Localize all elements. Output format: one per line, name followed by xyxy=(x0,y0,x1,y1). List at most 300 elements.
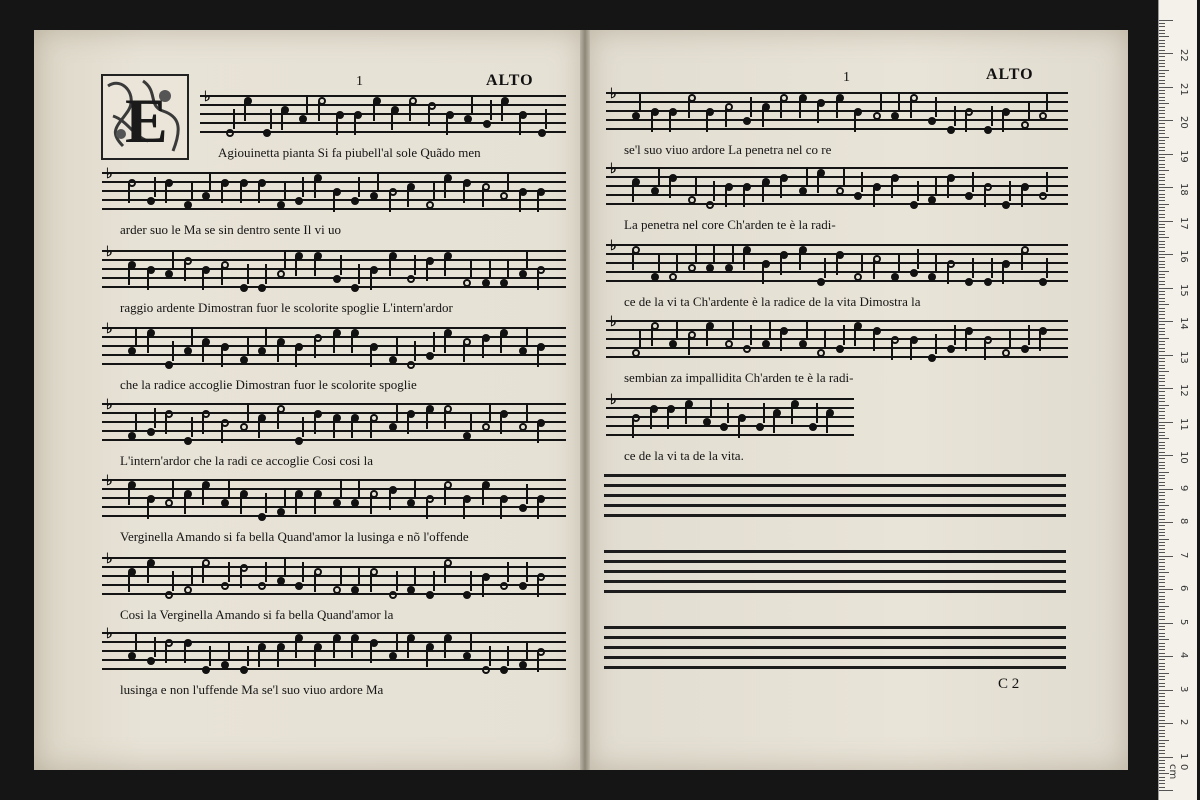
clef-icon: ♭ xyxy=(610,87,617,102)
note-stem xyxy=(407,187,409,207)
note-icon xyxy=(165,591,173,599)
note-stem xyxy=(444,256,446,276)
note-stem xyxy=(433,332,435,352)
ruler-label: 12 xyxy=(1178,384,1189,397)
ruler-tick xyxy=(1159,566,1165,567)
note-icon xyxy=(277,201,285,209)
ruler-tick xyxy=(1159,123,1165,124)
ruler-tick xyxy=(1159,549,1165,550)
note-icon xyxy=(720,423,728,431)
note-stem xyxy=(519,115,521,135)
note-stem xyxy=(500,499,502,519)
note-stem xyxy=(537,652,539,672)
clef-icon: ♭ xyxy=(610,393,617,408)
note-icon xyxy=(669,340,677,348)
note-stem xyxy=(314,178,316,198)
note-stem xyxy=(281,110,283,130)
ruler-tick xyxy=(1159,200,1165,201)
note-stem xyxy=(545,109,547,129)
ruler-tick xyxy=(1159,281,1165,282)
music-staff xyxy=(200,90,566,135)
ruler-tick xyxy=(1159,234,1165,235)
note-icon xyxy=(258,284,266,292)
note-stem xyxy=(725,187,727,207)
note-icon xyxy=(854,192,862,200)
ruler-tick xyxy=(1159,700,1165,701)
ruler-tick xyxy=(1159,90,1165,91)
note-icon xyxy=(762,340,770,348)
note-stem xyxy=(444,409,446,429)
note-stem xyxy=(667,409,669,429)
note-icon xyxy=(426,591,434,599)
note-stem xyxy=(314,494,316,514)
clef-icon: ♭ xyxy=(204,90,211,105)
note-stem xyxy=(247,336,249,356)
ruler-tick xyxy=(1159,291,1165,292)
ruler-tick xyxy=(1159,351,1165,352)
ornament-icon xyxy=(103,76,187,158)
note-stem xyxy=(333,333,335,353)
ruler-tick xyxy=(1159,30,1165,31)
note-icon xyxy=(688,264,696,272)
note-icon xyxy=(651,187,659,195)
note-icon xyxy=(333,275,341,283)
ruler-tick xyxy=(1159,110,1165,111)
ruler-tick xyxy=(1159,401,1165,402)
ruler-tick xyxy=(1159,673,1169,674)
note-stem xyxy=(676,320,678,340)
ruler-tick xyxy=(1159,261,1165,262)
note-icon xyxy=(519,347,527,355)
ruler-tick xyxy=(1159,231,1165,232)
note-stem xyxy=(1021,250,1023,270)
note-stem xyxy=(184,494,186,514)
note-stem xyxy=(688,98,690,118)
note-stem xyxy=(358,479,360,499)
ruler-tick xyxy=(1159,639,1169,640)
note-icon xyxy=(389,356,397,364)
note-stem xyxy=(247,403,249,423)
ruler-tick xyxy=(1159,539,1169,540)
ruler-tick xyxy=(1159,66,1165,67)
note-icon xyxy=(389,652,397,660)
note-stem xyxy=(314,572,316,592)
note-stem xyxy=(191,566,193,586)
ruler-tick xyxy=(1159,606,1169,607)
note-stem xyxy=(191,417,193,437)
right-voice-header: ALTO xyxy=(986,66,1034,83)
note-stem xyxy=(658,167,660,187)
note-stem xyxy=(247,646,249,666)
note-stem xyxy=(277,409,279,429)
ruler-tick xyxy=(1159,505,1169,506)
clef-icon: ♭ xyxy=(106,627,113,642)
note-icon xyxy=(463,279,471,287)
right-page-number: 1 xyxy=(843,70,850,85)
ruler-tick xyxy=(1159,482,1165,483)
ruler-tick xyxy=(1159,710,1165,711)
ruler-tick xyxy=(1159,160,1165,161)
note-stem xyxy=(358,566,360,586)
ruler-tick xyxy=(1159,43,1165,44)
note-stem xyxy=(732,244,734,264)
ruler-tick xyxy=(1159,344,1165,345)
ruler-label: 8 xyxy=(1178,518,1189,525)
note-stem xyxy=(128,485,130,505)
ruler-tick xyxy=(1159,355,1173,356)
ruler-tick xyxy=(1159,690,1173,691)
ruler-tick xyxy=(1159,113,1165,114)
ruler-tick xyxy=(1159,411,1165,412)
ruler-tick xyxy=(1159,120,1173,121)
note-stem xyxy=(221,347,223,367)
note-stem xyxy=(695,244,697,264)
note-icon xyxy=(165,361,173,369)
note-stem xyxy=(1028,101,1030,121)
note-stem xyxy=(1046,92,1048,112)
ruler-tick xyxy=(1159,405,1169,406)
note-stem xyxy=(351,333,353,353)
ruler-tick xyxy=(1159,559,1165,560)
note-stem xyxy=(370,494,372,514)
note-stem xyxy=(370,643,372,663)
note-stem xyxy=(154,408,156,428)
note-stem xyxy=(854,326,856,346)
note-stem xyxy=(891,178,893,198)
note-stem xyxy=(500,333,502,353)
note-stem xyxy=(854,112,856,132)
ruler-tick xyxy=(1159,214,1165,215)
note-stem xyxy=(935,176,937,196)
note-icon xyxy=(295,437,303,445)
note-stem xyxy=(799,98,801,118)
note-stem xyxy=(873,331,875,351)
note-icon xyxy=(1039,278,1047,286)
music-staff xyxy=(606,162,1068,207)
note-icon xyxy=(519,423,527,431)
note-stem xyxy=(391,110,393,130)
ruler-tick xyxy=(1159,87,1173,88)
note-stem xyxy=(891,340,893,360)
ruler-tick xyxy=(1159,529,1165,530)
note-stem xyxy=(935,334,937,354)
note-stem xyxy=(444,485,446,505)
ruler-tick xyxy=(1159,576,1165,577)
note-stem xyxy=(389,490,391,510)
note-stem xyxy=(824,329,826,349)
note-stem xyxy=(426,409,428,429)
note-stem xyxy=(463,183,465,203)
ruler-tick xyxy=(1159,167,1165,168)
note-stem xyxy=(1039,331,1041,351)
note-stem xyxy=(396,403,398,423)
note-icon xyxy=(184,201,192,209)
note-stem xyxy=(500,414,502,434)
ruler-tick xyxy=(1159,361,1165,362)
note-stem xyxy=(135,327,137,347)
ruler-tick xyxy=(1159,468,1165,469)
note-stem xyxy=(154,637,156,657)
ruler-tick xyxy=(1159,589,1173,590)
note-stem xyxy=(426,499,428,519)
note-stem xyxy=(258,647,260,667)
ruler-tick xyxy=(1159,241,1165,242)
ruler-tick xyxy=(1159,301,1165,302)
note-stem xyxy=(1046,258,1048,278)
note-icon xyxy=(984,126,992,134)
note-stem xyxy=(202,342,204,362)
ruler-tick xyxy=(1159,210,1165,211)
music-staff xyxy=(102,627,566,672)
note-stem xyxy=(228,641,230,661)
ruler-tick xyxy=(1159,679,1165,680)
ruler-label: 4 xyxy=(1178,652,1189,659)
ruler-tick xyxy=(1159,53,1173,54)
clef-icon: ♭ xyxy=(106,245,113,260)
music-staff xyxy=(102,322,566,367)
note-stem xyxy=(898,92,900,112)
note-stem xyxy=(426,261,428,281)
ruler-tick xyxy=(1159,23,1165,24)
note-icon xyxy=(984,278,992,286)
note-stem xyxy=(389,256,391,276)
ruler-tick xyxy=(1159,750,1165,751)
note-icon xyxy=(351,284,359,292)
note-stem xyxy=(537,270,539,290)
ruler-tick xyxy=(1159,103,1169,104)
ruler-label: 15 xyxy=(1178,283,1189,297)
ruler-tick xyxy=(1159,368,1165,369)
note-icon xyxy=(184,347,192,355)
note-icon xyxy=(463,652,471,660)
ruler-tick xyxy=(1159,83,1165,84)
note-stem xyxy=(433,571,435,591)
ruler-tick xyxy=(1159,552,1165,553)
note-stem xyxy=(470,632,472,652)
ruler-tick xyxy=(1159,147,1165,148)
note-stem xyxy=(706,326,708,346)
ruler-label: 13 xyxy=(1178,350,1189,364)
note-stem xyxy=(444,178,446,198)
clef-icon: ♭ xyxy=(106,322,113,337)
ruler-tick xyxy=(1159,656,1173,657)
note-stem xyxy=(769,320,771,340)
ruler-tick xyxy=(1159,619,1165,620)
note-stem xyxy=(377,172,379,192)
ruler-tick xyxy=(1159,746,1165,747)
note-stem xyxy=(265,264,267,284)
note-stem xyxy=(314,338,316,358)
lyric-line: Verginella Amando si fa bella Quand'amor la lusinga e nõ l'offende xyxy=(120,529,469,544)
ruler-tick xyxy=(1159,224,1165,225)
ruler-tick xyxy=(1159,318,1165,319)
ruler-tick xyxy=(1159,596,1165,597)
ruler-tick xyxy=(1159,492,1165,493)
note-stem xyxy=(651,112,653,132)
ruler-tick xyxy=(1159,418,1165,419)
note-icon xyxy=(128,652,136,660)
note-icon xyxy=(725,340,733,348)
ruler-tick xyxy=(1159,20,1173,21)
ruler-tick xyxy=(1159,683,1165,684)
note-stem xyxy=(482,187,484,207)
note-stem xyxy=(433,181,435,201)
note-icon xyxy=(799,340,807,348)
initial-letter: E xyxy=(125,85,168,156)
note-stem xyxy=(669,178,671,198)
lyric-line: se'l suo viuo ardore La penetra nel co re xyxy=(624,142,832,157)
note-stem xyxy=(295,638,297,658)
ruler-tick xyxy=(1159,56,1165,57)
note-stem xyxy=(314,647,316,667)
note-stem xyxy=(284,557,286,577)
note-stem xyxy=(650,409,652,429)
note-icon xyxy=(147,657,155,665)
ruler-tick xyxy=(1159,763,1165,764)
note-stem xyxy=(910,340,912,360)
lyric-line: Agiouinetta pianta Si fa piubell'al sole Quãdo men xyxy=(218,145,481,160)
ruler-tick xyxy=(1159,676,1165,677)
ruler-tick xyxy=(1159,244,1165,245)
note-stem xyxy=(762,264,764,284)
note-stem xyxy=(947,264,949,284)
blank-staff xyxy=(604,626,1066,670)
ruler-label: 20 xyxy=(1178,116,1189,129)
note-stem xyxy=(965,112,967,132)
note-icon xyxy=(500,666,508,674)
note-stem xyxy=(826,413,828,433)
note-stem xyxy=(1046,172,1048,192)
note-stem xyxy=(463,499,465,519)
note-icon xyxy=(947,126,955,134)
lyric-line: raggio ardente Dimostran fuor le scolorite spoglie L'intern'ardor xyxy=(120,300,453,315)
note-stem xyxy=(340,255,342,275)
ruler-label: 18 xyxy=(1178,183,1189,196)
note-stem xyxy=(632,182,634,202)
note-stem xyxy=(651,326,653,346)
ruler-tick xyxy=(1159,626,1165,627)
ruler-tick xyxy=(1159,643,1165,644)
note-stem xyxy=(247,264,249,284)
ruler-tick xyxy=(1159,422,1173,423)
note-stem xyxy=(128,183,130,203)
note-stem xyxy=(1002,264,1004,284)
note-stem xyxy=(351,638,353,658)
ruler-tick xyxy=(1159,371,1169,372)
ruler-tick xyxy=(1159,720,1165,721)
note-icon xyxy=(221,661,229,669)
ruler-tick xyxy=(1159,341,1165,342)
note-stem xyxy=(240,568,242,588)
note-stem xyxy=(302,417,304,437)
note-icon xyxy=(519,582,527,590)
ruler-tick xyxy=(1159,499,1165,500)
note-icon xyxy=(743,345,751,353)
note-stem xyxy=(910,98,912,118)
note-stem xyxy=(965,331,967,351)
note-stem xyxy=(526,562,528,582)
ruler-tick xyxy=(1159,485,1165,486)
note-stem xyxy=(507,646,509,666)
note-stem xyxy=(482,485,484,505)
note-stem xyxy=(444,333,446,353)
note-icon xyxy=(184,586,192,594)
note-icon xyxy=(965,278,973,286)
ruler-tick xyxy=(1159,33,1165,34)
ruler-tick xyxy=(1159,117,1165,118)
note-icon xyxy=(240,666,248,674)
note-stem xyxy=(861,253,863,273)
ruler-tick xyxy=(1159,46,1165,47)
ruler-label: 17 xyxy=(1178,216,1189,230)
note-stem xyxy=(172,571,174,591)
note-stem xyxy=(128,572,130,592)
ruler-label: 21 xyxy=(1178,82,1189,96)
note-stem xyxy=(172,341,174,361)
note-stem xyxy=(1009,329,1011,349)
note-stem xyxy=(428,106,430,126)
ruler-tick xyxy=(1159,777,1165,778)
ruler-tick xyxy=(1159,331,1165,332)
note-stem xyxy=(370,418,372,438)
note-stem xyxy=(333,192,335,212)
ruler-tick xyxy=(1159,288,1173,289)
ruler-tick xyxy=(1159,509,1165,510)
ruler-tick xyxy=(1159,666,1165,667)
note-stem xyxy=(873,259,875,279)
note-icon xyxy=(809,423,817,431)
note-stem xyxy=(295,494,297,514)
ruler-tick xyxy=(1159,790,1173,791)
note-stem xyxy=(340,479,342,499)
note-icon xyxy=(263,129,271,137)
ruler-tick xyxy=(1159,783,1165,784)
note-stem xyxy=(470,412,472,432)
note-stem xyxy=(135,412,137,432)
ruler-tick xyxy=(1159,284,1165,285)
note-stem xyxy=(713,181,715,201)
note-icon xyxy=(277,508,285,516)
ruler-tick xyxy=(1159,187,1173,188)
note-icon xyxy=(333,586,341,594)
ruler-tick xyxy=(1159,314,1165,315)
note-stem xyxy=(184,261,186,281)
ruler-tick xyxy=(1159,73,1165,74)
music-staff xyxy=(102,552,566,597)
decorated-initial xyxy=(101,74,189,160)
ruler-label: 19 xyxy=(1178,149,1189,163)
measurement-ruler xyxy=(1158,0,1197,800)
ruler-tick xyxy=(1159,237,1169,238)
note-stem xyxy=(228,479,230,499)
note-stem xyxy=(135,632,137,652)
clef-icon: ♭ xyxy=(610,315,617,330)
note-stem xyxy=(738,418,740,438)
ruler-tick xyxy=(1159,164,1165,165)
ruler-label: 11 xyxy=(1178,417,1189,431)
note-icon xyxy=(965,192,973,200)
note-stem xyxy=(947,178,949,198)
ruler-tick xyxy=(1159,787,1165,788)
note-stem xyxy=(370,572,372,592)
ruler-tick xyxy=(1159,100,1165,101)
ruler-tick xyxy=(1159,70,1169,71)
note-icon xyxy=(519,504,527,512)
note-icon xyxy=(632,349,640,357)
ruler-tick xyxy=(1159,629,1165,630)
note-icon xyxy=(370,192,378,200)
ruler-tick xyxy=(1159,636,1165,637)
